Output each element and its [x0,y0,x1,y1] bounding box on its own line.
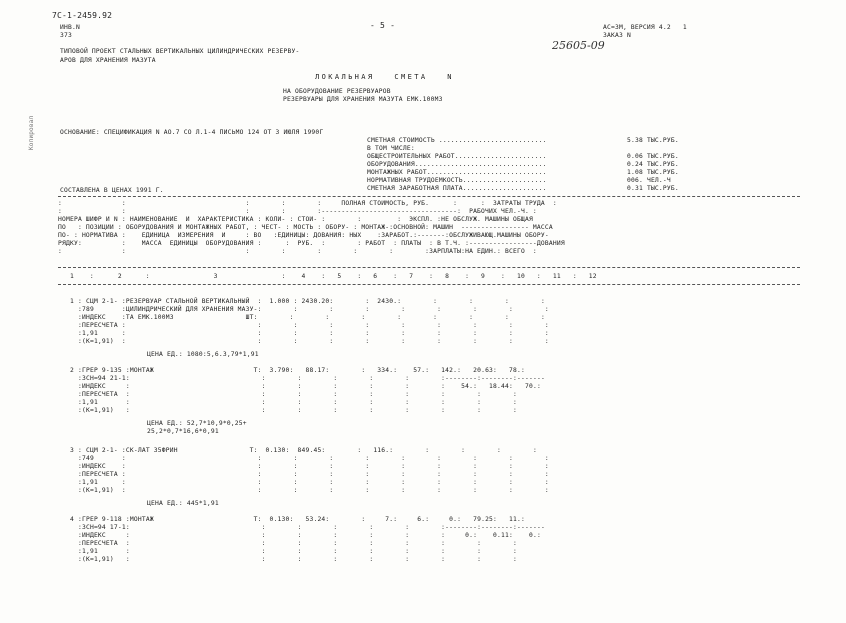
summary-label: СМЕТНАЯ СТОИМОСТЬ ........................... [367,137,547,144]
estimate-subtitle-2: РЕЗЕРВУАРЫ ДЛЯ ХРАНЕНИЯ МАЗУТА ЕМК.100МЗ [283,96,443,103]
row-line: :(К=1,91) : : : : : : : : : [70,556,517,563]
prices-line: СОСТАВЛЕНА В ЦЕНАХ 1991 Г. [60,187,164,194]
row-line: :789 :ЦИЛИНДРИЧЕСКИЙ ДЛЯ ХРАНЕНИЯ МАЗУ-: : : : : : : : : [70,306,549,313]
row-line: :(К=1,91) : : : : : : : : : : [70,487,549,494]
summary-label: В ТОМ ЧИСЛЕ: [367,145,415,152]
header-line: : : : : :----------------------------------: РАБОЧИХ ЧЕЛ.-Ч. : [58,208,537,215]
row-line: :1,91 : : : : : : : : : [70,548,517,555]
row-line: :ПЕРЕСЧЕТА : : : : : : : : : [70,391,517,398]
row-line: :1,91 : : : : : : : : : : [70,479,549,486]
header-line: : : : : : : : :ЗАРПЛАТЫ:НА ЕДИН.: ВСЕГО : [58,248,537,255]
summary-label: ОБОРУДОВАНИЯ................................. [367,161,547,168]
row-line: 3 : СЦМ 2-1- :СК-ЛАТ 35ФРИН Т: 0.130: 849.45: : 116.: : : : : [70,447,537,454]
basis-line: ОСНОВАНИЕ: СПЕЦИФИКАЦИЯ N АО.7 СО Л.1-4 ПИСЬМО 124 ОТ 3 ИЮЛЯ 1990Г [60,129,324,136]
header-rule [58,267,800,268]
table-header [58,200,800,262]
summary-value: 0.06 ТЫС.РУБ. [627,153,679,160]
summary-value: 1.08 ТЫС.РУБ. [627,169,679,176]
column-numbers: 1 : 2 : 3 : 4 : 5 : 6 : 7 : 8 : 9 : 10 : 11 : 12 [58,273,597,280]
table-top-rule [58,196,800,197]
page-number: - 5 - [370,21,396,30]
row-line: :ИНДЕКС : : : : : : : : : : [70,463,549,470]
summary-value: 0.31 ТЫС.РУБ. [627,185,679,192]
row-line: :ИНДЕКС : : : : : : : 54.: 18.44: 70.: [70,383,541,390]
doc-code: 7С-1-2459.92 [52,11,113,20]
header-line: : : : : : ПОЛНАЯ СТОИМОСТЬ, РУБ. : : ЗАТРАТЫ ТРУДА : [58,200,557,207]
summary-label: ОБЩЕСТРОИТЕЛЬНЫХ РАБОТ....................... [367,153,547,160]
estimate-title: ЛОКАЛЬНАЯ СМЕТА N [315,73,454,81]
row-line: :(К=1,91) : : : : : : : : : [70,407,517,414]
summary-label: МОНТАЖНЫХ РАБОТ.............................. [367,169,547,176]
unit-price-continued: 25,2*0,7*16,6*0,91 [147,428,219,435]
header-line: НОМЕРА ШИФР И N : НАИМЕНОВАНИЕ И ХАРАКТЕРИСТИКА : КОЛИ- : СТОИ- : : : ЭКСПЛ. :НЕ ОБСЛУЖ. МАШИНЫ ОБЩАЯ [58,216,533,223]
header-line: ПО- : НОРМАТИВА : ЕДИНИЦА ИЗМЕРЕНИЯ И : ВО :ЕДИНИЦЫ: ДОВАНИЯ: НЫХ :ЗАРАБОТ.:-------:ОБСЛУЖИВАЮЩ.МАШИНЫ ОБОРУ- [58,232,549,239]
row-line: 1 : СЦМ 2-1- :РЕЗЕРВУАР СТАЛЬНОЙ ВЕРТИКАЛЬНЫЙ : 1.000 : 2430.20: : 2430.: : : : : [70,298,545,305]
row-line: :ЗСН=94 21-1: : : : : : :--------:--------:------- [70,375,545,382]
header-line: РЯДКУ: : МАССА ЕДИНИЦЫ ОБОРУДОВАНИЯ : : РУБ. : : РАБОТ : ПЛАТЫ : В Т.Ч. :-----------------ДОВАНИЯ [58,240,565,247]
table-row [70,367,800,439]
project-line-1: ТИПОВОЙ ПРОЕКТ СТАЛЬНЫХ ВЕРТИКАЛЬНЫХ ЦИЛИНДРИЧЕСКИХ РЕЗЕРВУ- [60,48,300,55]
row-line: :ПЕРЕСЧЕТА : : : : : : : : : [70,540,517,547]
order-number-handwritten: 25605-09 [552,39,605,52]
row-line: :(К=1,91) : : : : : : : : : : [70,338,549,345]
table-row [70,516,800,568]
header-line: ПО : ПОЗИЦИИ : ОБОРУДОВАНИЯ И МОНТАЖНЫХ РАБОТ, : ЧЕСТ- : МОСТЬ : ОБОРУ- : МОНТАЖ-:ОСНОВНОЙ: МАШИН ----------------- МАССА [58,224,553,231]
column-numbers-rule [58,284,800,285]
row-line: :ЗСН=94 17-1: : : : : : :--------:--------:------- [70,524,545,531]
summary-block [367,137,787,195]
row-line: 4 :ГРЕР 9-118 :МОНТАЖ Т: 0.130: 53.24: : 7.: 6.: 0.: 79.25: 11.: [70,516,525,523]
software-version: АС=3М, ВЕРСИЯ 4.2 1 [603,24,687,31]
summary-value: 5.38 ТЫС.РУБ. [627,137,679,144]
order-label: ЗАКАЗ N [603,32,631,39]
row-line: :ПЕРЕСЧЕТА : : : : : : : : : : [70,471,549,478]
summary-label: НОРМАТИВНАЯ ТРУДОЕМКОСТЬ..................... [367,177,547,184]
inv-label: ИНВ.N [60,24,80,31]
row-line: 2 :ГРЕР 9-135 :МОНТАЖ Т: 3.790: 88.17: : 334.: 57.: 142.: 20.63: 78.: [70,367,525,374]
inv-number: 373 [60,32,72,39]
row-line: :749 : : : : : : : : : : [70,455,549,462]
margin-stamp: Копировал [28,115,35,150]
unit-price: ЦЕНА ЕД.: 1080:5,6.3,79*1,91 [147,351,259,358]
summary-label: СМЕТНАЯ ЗАРАБОТНАЯ ПЛАТА..................... [367,185,547,192]
summary-value: 0.24 ТЫС.РУБ. [627,161,679,168]
summary-value: 006. ЧЕЛ.-Ч [627,177,671,184]
row-line: :ПЕРЕСЧЕТА : : : : : : : : : : [70,322,549,329]
unit-price: ЦЕНА ЕД.: 52,7*10,9*0,25+ [147,420,247,427]
table-row [70,447,800,511]
unit-price: ЦЕНА ЕД.: 445*1,91 [147,500,219,507]
row-line: :1,91 : : : : : : : : : : [70,330,549,337]
project-line-2: АРОВ ДЛЯ ХРАНЕНИЯ МАЗУТА [60,57,156,64]
table-row [70,298,800,362]
row-line: :ИНДЕКС :ТА ЕМК.100МЗ ШТ: : : : : : : : : [70,314,545,321]
row-line: :ИНДЕКС : : : : : : : 0.: 0.11: 0.: [70,532,541,539]
estimate-subtitle-1: НА ОБОРУДОВАНИЕ РЕЗЕРВУАРОВ [283,88,391,95]
row-line: :1,91 : : : : : : : : : [70,399,517,406]
